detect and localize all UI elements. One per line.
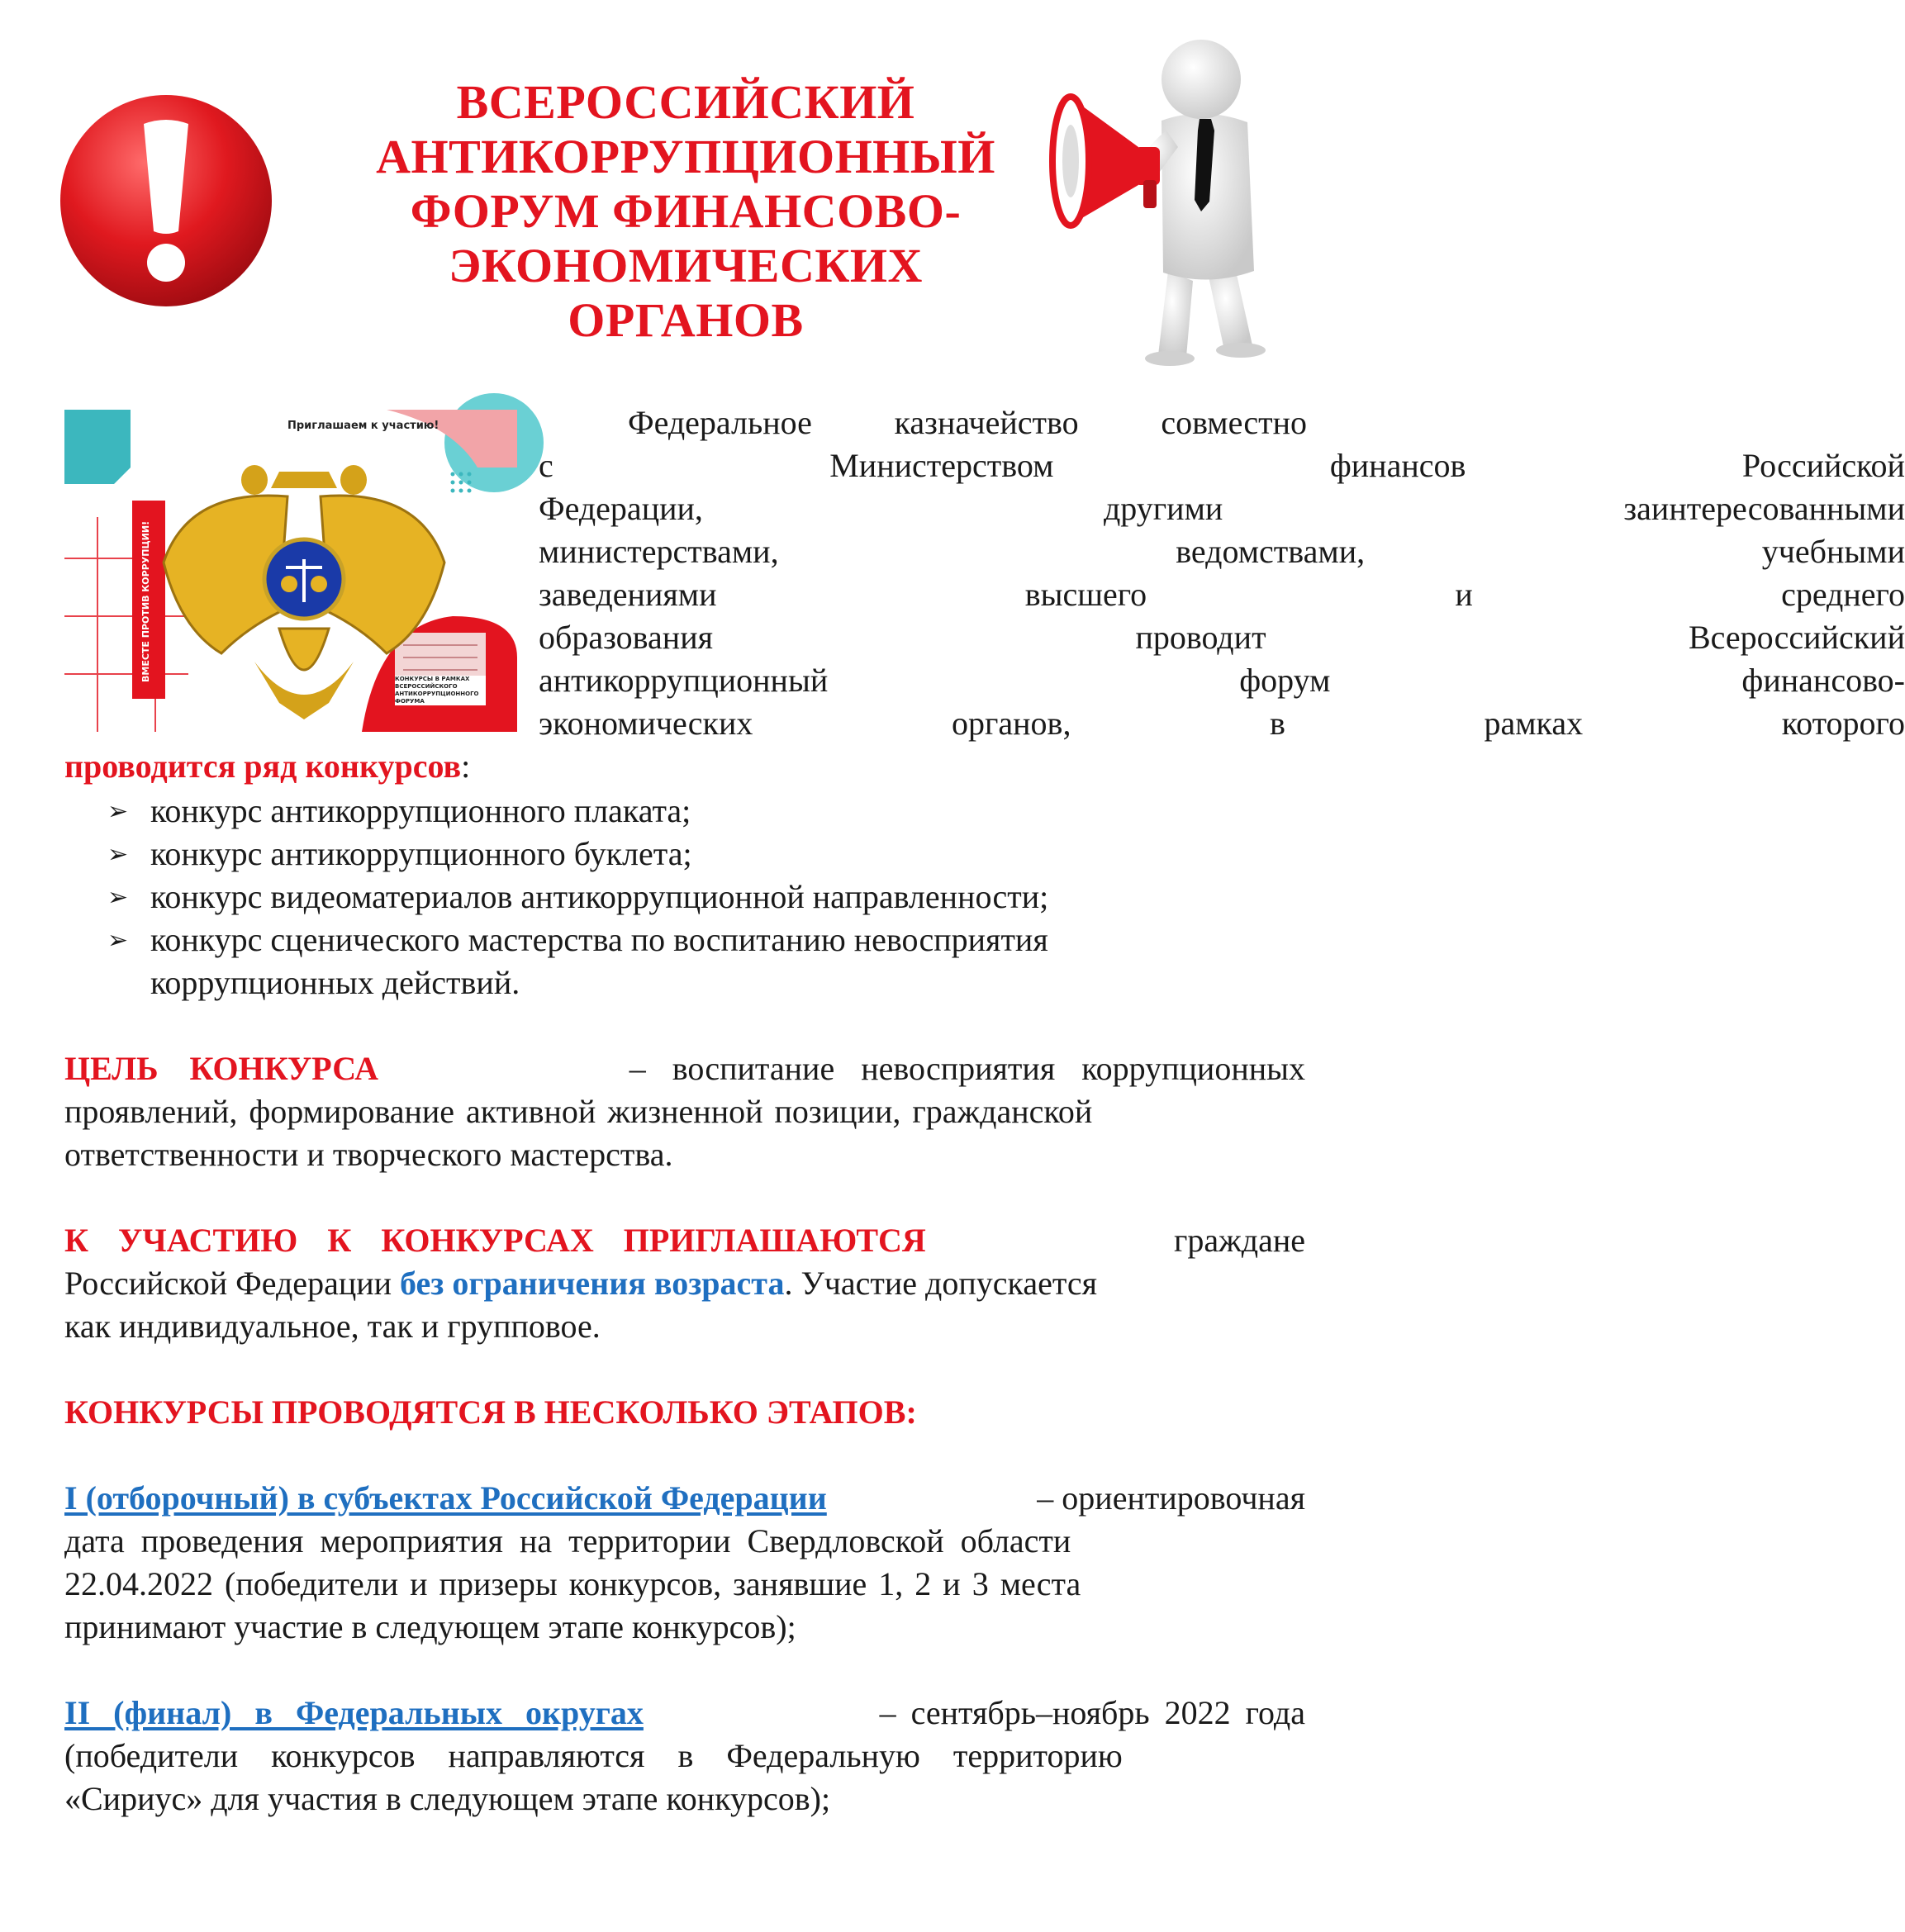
contest-label: конкурс сценического мастерства по воспитанию невосприятия — [150, 921, 1048, 958]
goal-line-1 — [64, 1049, 1305, 1089]
contests-highlight: проводится ряд конкурсов — [64, 748, 462, 785]
arrow-bullet-icon: ➢ — [107, 926, 129, 955]
contest-label: коррупционных действий. — [150, 964, 520, 1001]
word: Всероссийский — [1688, 619, 1905, 656]
arrow-bullet-icon: ➢ — [107, 797, 129, 826]
intro-line-6 — [539, 618, 1905, 657]
stage1-title: I (отборочный) в субъектах Российской Федерации — [64, 1479, 827, 1517]
word: финансов — [1329, 447, 1466, 484]
goal-line-2 — [64, 1092, 1305, 1132]
poster-contest-badge: КОНКУРСЫ В РАМКАХ ВСЕРОССИЙСКОГО АНТИКОРРУПЦИОННОГО ФОРУМА — [395, 676, 486, 705]
age-highlight: без ограничения возраста — [400, 1265, 785, 1302]
word: учебными — [1761, 533, 1905, 570]
word: форум — [1239, 662, 1331, 699]
goal-line-3: ответственности и творческого мастерства. — [64, 1136, 673, 1173]
stage1-line-2-text: дата проведения мероприятия на территории Свердловской области — [64, 1522, 1071, 1559]
word: органов, — [951, 705, 1071, 742]
word: заинтересованными — [1623, 490, 1905, 527]
intro-line-5 — [539, 575, 1905, 615]
poster-invite-text: Приглашаем к участию! — [287, 420, 439, 432]
word: и — [1455, 576, 1473, 613]
contests-highlight-suffix: : — [461, 748, 471, 785]
word: проводит — [1135, 619, 1266, 656]
word: в — [1270, 705, 1285, 742]
word: с — [539, 447, 553, 484]
megaphone-figure — [1046, 23, 1310, 370]
contest-item-3 — [107, 877, 1048, 918]
word: экономических — [539, 705, 753, 742]
intro-line-1 — [628, 403, 1307, 443]
word: Федеральное — [628, 404, 812, 441]
intro-line-2 — [539, 446, 1905, 486]
intro-line-8 — [539, 704, 1905, 743]
title-line-4: ЭКОНОМИЧЕСКИХ — [449, 239, 923, 292]
contest-label: конкурс видеоматериалов антикоррупционной направленности; — [150, 878, 1049, 915]
stage1-line-2 — [64, 1521, 1305, 1561]
title-line-3: ФОРУМ ФИНАНСОВО- — [410, 184, 962, 238]
title-line-5: ОРГАНОВ — [568, 293, 804, 347]
word: другими — [1103, 490, 1223, 527]
participants-line-3: как индивидуальное, так и групповое. — [64, 1308, 601, 1345]
intro-line-4 — [539, 532, 1905, 572]
stage2-line-2 — [64, 1736, 1305, 1776]
word: среднего — [1781, 576, 1905, 613]
arrow-bullet-icon: ➢ — [107, 840, 129, 869]
stages-heading: КОНКУРСЫ ПРОВОДЯТСЯ В НЕСКОЛЬКО ЭТАПОВ: — [64, 1393, 917, 1431]
word: Министерством — [829, 447, 1054, 484]
word: казначейство — [894, 404, 1079, 441]
word: Российской — [1741, 447, 1905, 484]
arrow-bullet-icon: ➢ — [107, 883, 129, 912]
participants-line-1 — [64, 1221, 1305, 1260]
exclamation-icon — [58, 93, 274, 309]
title-line-2: АНТИКОРРУПЦИОННЫЙ — [376, 130, 995, 183]
stage1-line-1 — [64, 1479, 1305, 1518]
goal-line-2-text: проявлений, формирование активной жизненной позиции, гражданской — [64, 1093, 1093, 1130]
word: рамках — [1484, 705, 1584, 742]
stage1-line-1-rest: – ориентировочная — [1037, 1479, 1305, 1517]
intro-line-7 — [539, 661, 1905, 700]
title-line-1: ВСЕРОССИЙСКИЙ — [456, 75, 915, 129]
stage2-title: II (финал) в Федеральных округах — [64, 1694, 644, 1731]
goal-label: ЦЕЛЬ КОНКУРСА — [64, 1050, 379, 1087]
word: финансово- — [1741, 662, 1905, 699]
stage2-line-2-text: (победители конкурсов направляются в Федеральную территорию — [64, 1737, 1123, 1774]
contest-item-1 — [107, 791, 691, 832]
word: министерствами, — [539, 533, 779, 570]
contest-item-4 — [107, 920, 1048, 961]
stage2-line-3: «Сириус» для участия в следующем этапе конкурсов); — [64, 1780, 831, 1817]
word: высшего — [1024, 576, 1147, 613]
word: которого — [1781, 705, 1905, 742]
forum-poster — [64, 410, 517, 732]
stage2-line-1-rest: – сентябрь–ноябрь 2022 года — [879, 1694, 1305, 1731]
participants-line-2-pre: Российской Федерации — [64, 1265, 392, 1302]
contest-item-2 — [107, 834, 692, 875]
participants-line-2-post: . Участие допускается — [784, 1265, 1097, 1302]
word: совместно — [1161, 404, 1307, 441]
word: образования — [539, 619, 713, 656]
stage1-line-3-text: 22.04.2022 (победители и призеры конкурсов, занявшие 1, 2 и 3 места — [64, 1565, 1081, 1602]
stage2-line-1 — [64, 1693, 1305, 1733]
word: заведениями — [539, 576, 717, 613]
goal-line-1-rest: – воспитание невосприятия коррупционных — [629, 1050, 1305, 1087]
word: Федерации, — [539, 490, 703, 527]
participants-label: К УЧАСТИЮ К КОНКУРСАХ ПРИГЛАШАЮТСЯ — [64, 1222, 926, 1259]
contest-label: конкурс антикоррупционного буклета; — [150, 835, 692, 872]
contest-label: конкурс антикоррупционного плаката; — [150, 792, 691, 829]
participants-line-1-rest: граждане — [1173, 1222, 1305, 1259]
participants-line-2 — [64, 1264, 1097, 1303]
stage1-line-4: принимают участие в следующем этапе конкурсов); — [64, 1608, 796, 1645]
stage1-line-3 — [64, 1564, 1305, 1604]
contest-item-4-cont — [150, 963, 520, 1003]
intro-line-3 — [539, 489, 1905, 529]
contests-intro — [64, 747, 470, 786]
poster-vertical-text: ВМЕСТЕ ПРОТИВ КОРРУПЦИИ! — [140, 520, 151, 682]
word: ведомствами, — [1176, 533, 1366, 570]
word: антикоррупционный — [539, 662, 829, 699]
